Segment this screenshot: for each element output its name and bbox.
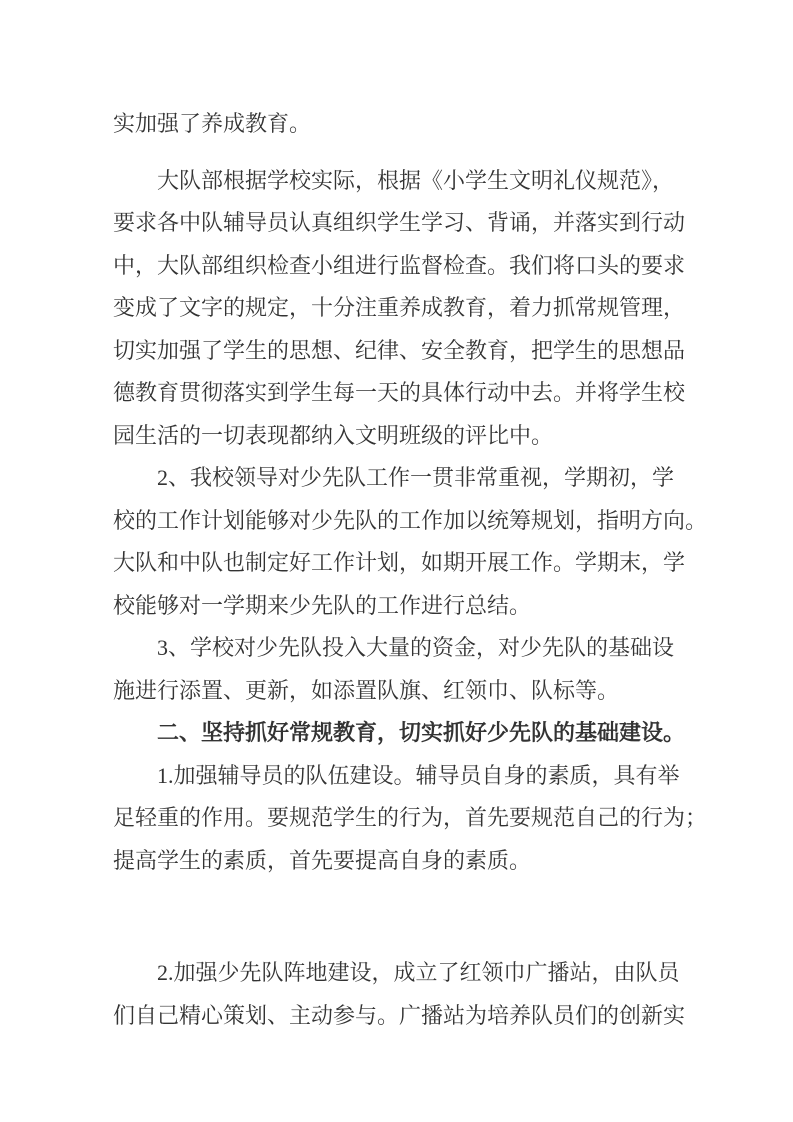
paragraph (113, 457, 708, 627)
text-line: 要求各中队辅导员认真组织学生学习、背诵，并落实到行动 (113, 210, 686, 235)
text-line: 提高学生的素质，首先要提高自身的素质。 (113, 847, 532, 873)
text-line: 足轻重的作用。要规范学生的行为，首先要规范自己的行为； (113, 805, 708, 830)
text-line: 1.加强辅导员的队伍建设。辅导员自身的素质，具有举 (157, 762, 680, 788)
text-line: 校能够对一学期来少先队的工作进行总结。 (113, 592, 532, 618)
paragraph (113, 103, 705, 146)
section-heading (113, 712, 705, 755)
paragraph (113, 952, 705, 1037)
text-line: 2、我校领导对少先队工作一贯非常重视，学期初，学 (157, 465, 675, 490)
paragraph (113, 755, 708, 883)
text-line: 德教育贯彻落实到学生每一天的具体行动中去。并将学生校 (113, 380, 686, 405)
paragraph (113, 627, 705, 712)
text-line: 园生活的一切表现都纳入文明班级的评比中。 (113, 422, 554, 448)
text-line: 2.加强少先队阵地建设，成立了红领巾广播站，由队员 (157, 960, 680, 985)
text-line: 们自己精心策划、主动参与。广播站为培养队员们的创新实 (113, 1002, 686, 1028)
text-line: 二、坚持抓好常规教育，切实抓好少先队的基础建设。 (157, 720, 686, 745)
text-line: 3、学校对少先队投入大量的资金，对少先队的基础设 (157, 635, 675, 660)
text-line: 变成了文字的规定，十分注重养成教育，着力抓常规管理， (113, 295, 686, 320)
text-line: 实加强了养成教育。 (113, 111, 312, 136)
text-line: 切实加强了学生的思想、纪律、安全教育，把学生的思想品 (113, 337, 686, 363)
paragraph (113, 160, 705, 458)
text-line: 校的工作计划能够对少先队的工作加以统筹规划，指明方向。 (113, 507, 708, 533)
text-line: 大队部根据学校实际，根据《小学生文明礼仪规范》， (157, 167, 675, 193)
paragraph-spacer (113, 882, 705, 952)
text-line: 大队和中队也制定好工作计划，如期开展工作。学期末，学 (113, 550, 686, 575)
document-text-block (113, 103, 708, 1037)
text-line: 施进行添置、更新，如添置队旗、红领巾、队标等。 (113, 677, 620, 703)
text-line: 中，大队部组织检查小组进行监督检查。我们将口头的要求 (113, 252, 686, 278)
